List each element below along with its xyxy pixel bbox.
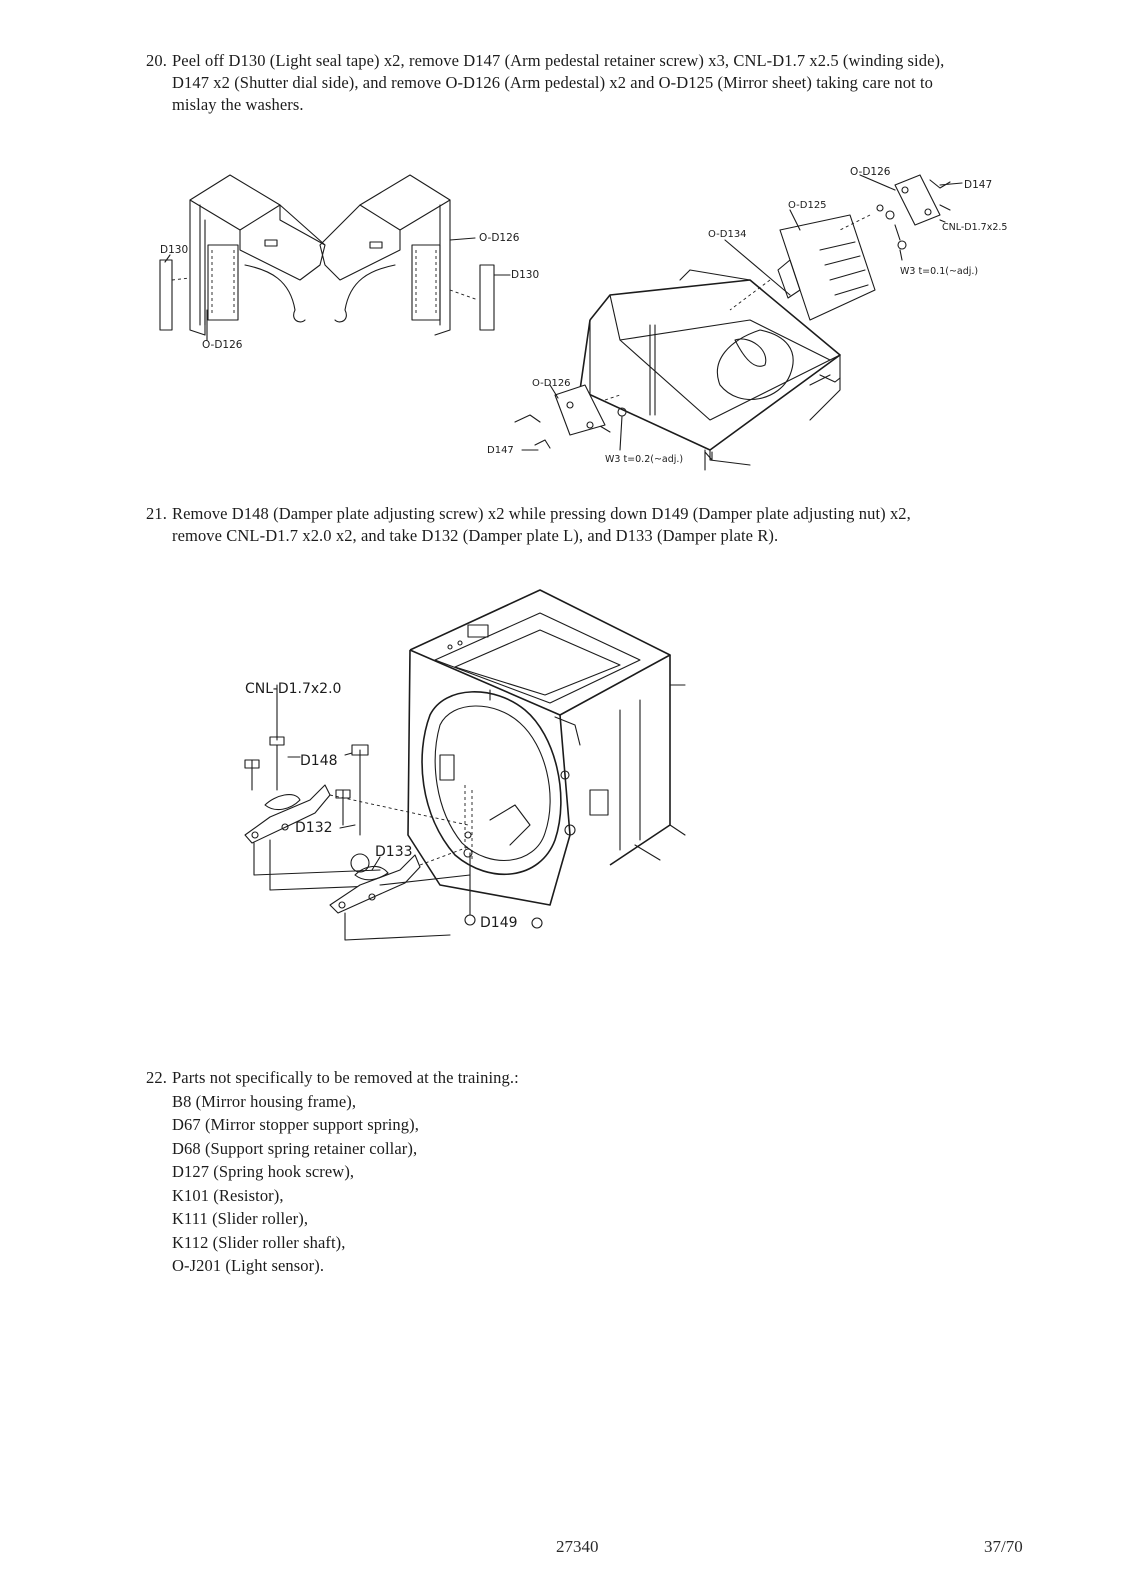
label-d133: D133 [375,844,413,860]
page-number: 37/70 [984,1537,1023,1556]
left-mirror-box-right-side [320,175,510,335]
label-d130-left: D130 [160,244,189,256]
label-d130-right: D130 [511,269,540,281]
part-list-item: K101 (Resistor), [172,1185,284,1205]
part-list-item: B8 (Mirror housing frame), [172,1091,357,1111]
label-w3-02: W3 t=0.2(~adj.) [605,454,684,465]
mirror-box-exploded-view [515,175,962,470]
label-od126-top-right: O-D126 [850,166,891,178]
label-od134: O-D134 [708,229,747,240]
document-number: 27340 [556,1537,599,1556]
step-line: Parts not specifically to be removed at the training.: [172,1068,519,1087]
label-cnl-d17x25: CNL-D1.7x2.5 [942,222,1008,233]
step-number: 21. [146,504,167,523]
label-d149: D149 [480,915,518,931]
label-d147-lower: D147 [487,445,514,456]
step-line: remove CNL-D1.7 x2.0 x2, and take D132 (Damper plate L), and D133 (Damper plate R). [172,526,779,545]
label-od126-lower: O-D126 [532,378,571,389]
step-line: mislay the washers. [172,95,304,114]
figure-arm-pedestal-removal [150,160,1030,480]
label-od126-center: O-D126 [479,232,520,244]
part-list-item: K112 (Slider roller shaft), [172,1232,346,1252]
step-20 [146,50,944,116]
part-list-item: O-J201 (Light sensor). [172,1256,325,1275]
figure-damper-plate-drawing [240,585,700,945]
step-line: D147 x2 (Shutter dial side), and remove O-D126 (Arm pedestal) x2 and O-D125 (Mirror sheet) taking care not to [172,73,933,92]
figure-damper-plate-removal [240,585,700,945]
step-21 [146,503,911,547]
label-d132: D132 [295,820,333,836]
label-d148: D148 [300,753,338,769]
label-cnl-d17x20: CNL-D1.7x2.0 [245,681,342,697]
part-list-item: D127 (Spring hook screw), [172,1162,355,1181]
part-list-item: D68 (Support spring retainer collar), [172,1138,418,1158]
damper-plates-exploded [245,685,542,940]
step-22 [146,1066,519,1278]
step-number: 22. [146,1068,167,1087]
label-od125: O-D125 [788,200,827,211]
label-w3-01: W3 t=0.1(~adj.) [900,266,979,277]
step-line: Peel off D130 (Light seal tape) x2, remove D147 (Arm pedestal retainer screw) x3, CNL-D1.7 x2.5 (winding side), [172,51,945,70]
label-d147-top-right: D147 [964,179,993,191]
label-od126-left-bottom: O-D126 [202,339,243,351]
step-number: 20. [146,51,167,70]
part-list-item: D67 (Mirror stopper support spring), [172,1115,419,1134]
part-list-item: K111 (Slider roller), [172,1209,309,1228]
step-line: Remove D148 (Damper plate adjusting screw) x2 while pressing down D149 (Damper plate adjusting nut) x2, [172,504,911,523]
mirror-housing-frame [408,590,685,905]
figure-arm-pedestal-drawing [150,160,1030,480]
left-mirror-box-left-side [160,175,325,340]
